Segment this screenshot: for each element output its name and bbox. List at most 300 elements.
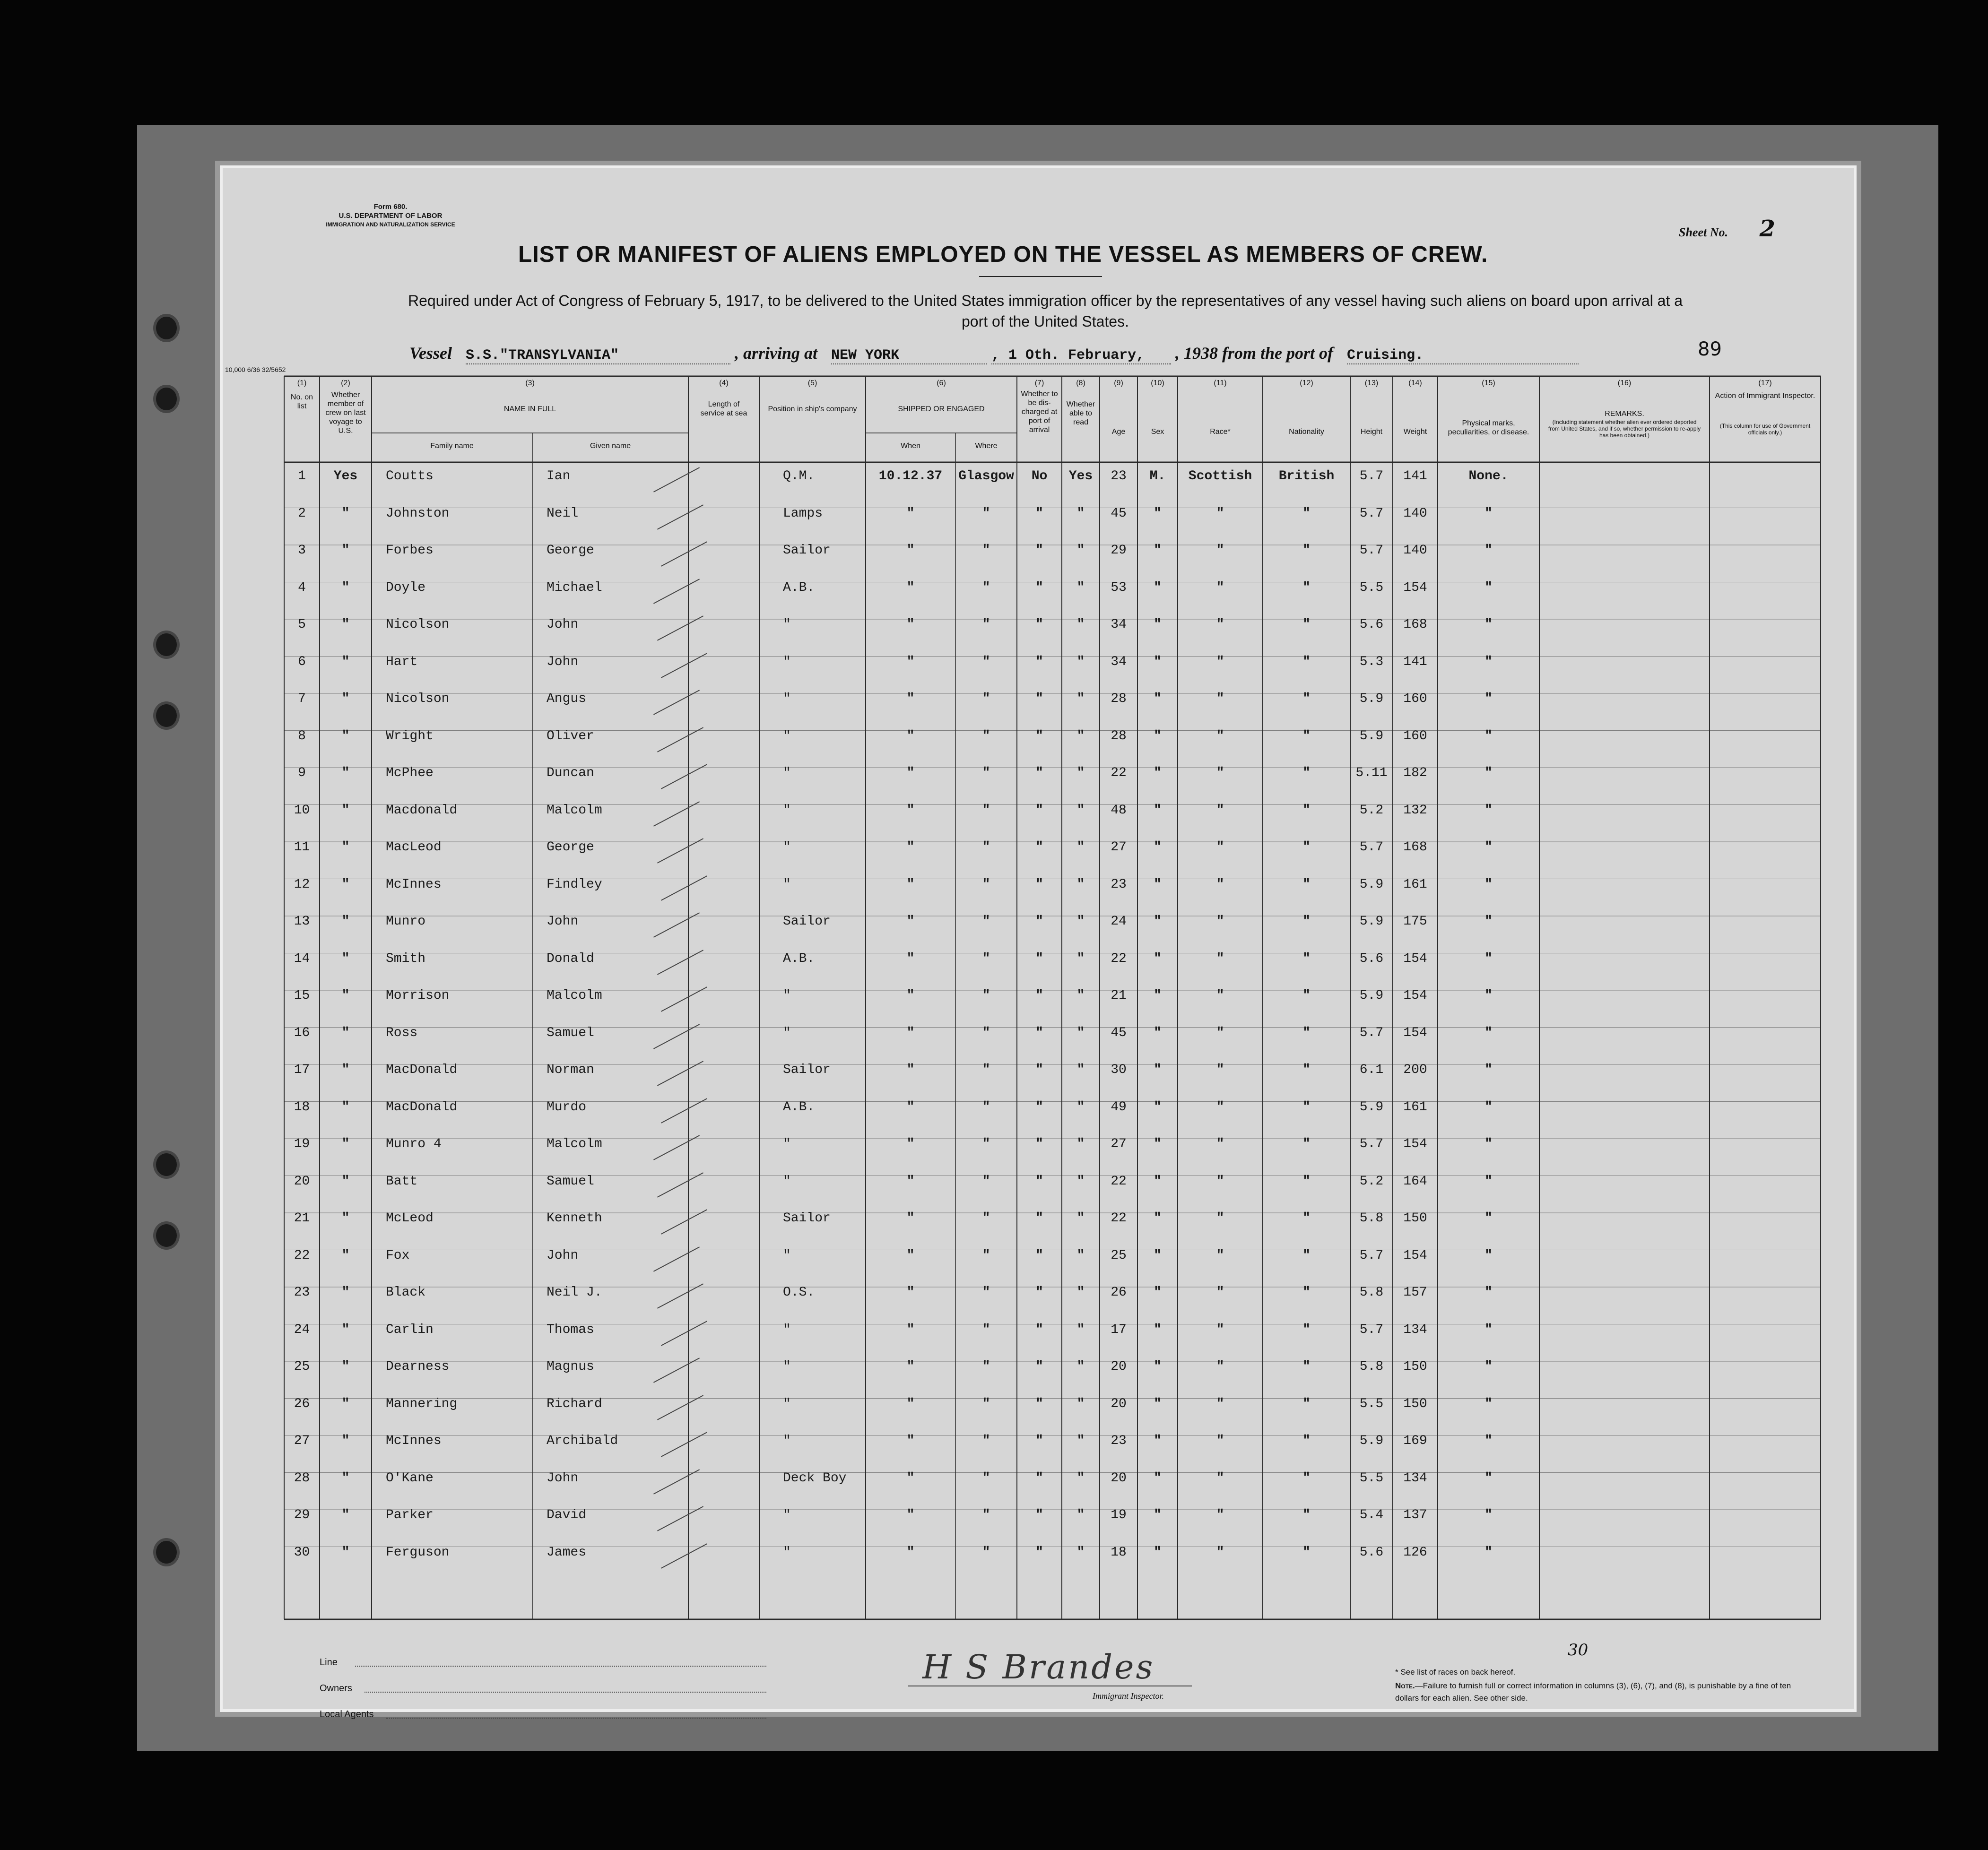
cell-no: 30 — [294, 1545, 310, 1560]
cell-read: " — [1076, 914, 1085, 929]
cell-nationality: " — [1302, 1211, 1311, 1226]
cell-family: Ferguson — [386, 1545, 450, 1560]
cell-sex: " — [1154, 1025, 1162, 1040]
cell-where: " — [982, 580, 990, 595]
cell-family: Munro 4 — [386, 1137, 442, 1151]
cell-when: " — [906, 654, 915, 669]
cell-physical: " — [1484, 1099, 1493, 1115]
cell-physical: " — [1484, 1211, 1493, 1226]
cell-age: 23 — [1111, 469, 1127, 484]
cell-discharged: " — [1035, 580, 1043, 595]
cell-given: George — [547, 840, 594, 855]
cell-weight: 154 — [1403, 1025, 1427, 1040]
cell-no: 6 — [298, 654, 306, 669]
cell-when: " — [906, 1359, 915, 1374]
cell-where: " — [982, 1099, 990, 1115]
cell-given: Malcolm — [547, 803, 602, 818]
cell-discharged: " — [1035, 1248, 1043, 1263]
cell-sex: " — [1154, 617, 1162, 632]
cell-family: Fox — [386, 1248, 410, 1263]
manifest-sheet — [220, 165, 1857, 1720]
cell-family: Johnston — [386, 506, 450, 521]
cell-family: Parker — [386, 1508, 434, 1522]
cell-nationality: " — [1302, 1099, 1311, 1115]
cell-family: McPhee — [386, 766, 434, 780]
cell-when: " — [906, 728, 915, 743]
cell-discharged: " — [1035, 1359, 1043, 1374]
cell-member: " — [341, 1174, 350, 1189]
cell-when: " — [906, 877, 915, 892]
cell-where: " — [982, 1508, 990, 1522]
cell-discharged: " — [1035, 1396, 1043, 1411]
cell-nationality: " — [1302, 840, 1311, 855]
header-position: Position in ship's company — [768, 405, 857, 413]
cell-family: Black — [386, 1285, 426, 1300]
cell-family: Carlin — [386, 1322, 434, 1337]
cell-weight: 141 — [1403, 654, 1427, 669]
arrival-port: NEW YORK — [831, 347, 987, 364]
cell-read: " — [1076, 1285, 1085, 1300]
note-text: —Failure to furnish full or correct information in columns (3), (6), (7), and (8), is punishable by a fine of ten dollars for each alien. See other side. — [1395, 1681, 1791, 1703]
cell-member: " — [341, 728, 350, 743]
cell-weight: 154 — [1403, 580, 1427, 595]
cell-position: " — [783, 1508, 791, 1522]
cell-position: " — [783, 1322, 791, 1337]
note-label: Note. — [1395, 1681, 1415, 1690]
race-note: * See list of races on back hereof. — [1395, 1668, 1516, 1677]
cell-read: " — [1076, 1434, 1085, 1448]
cell-race: " — [1216, 1508, 1224, 1522]
cell-age: 45 — [1111, 1025, 1127, 1040]
cell-member: " — [341, 1434, 350, 1448]
cell-given: Donald — [547, 951, 594, 966]
cell-age: 17 — [1111, 1322, 1127, 1337]
cell-when: " — [906, 1174, 915, 1189]
cell-sex: " — [1154, 877, 1162, 892]
sheet-number: 2 — [1759, 216, 1775, 242]
header-remarks-note: (Including statement whether alien ever ordered deported from United States, and if so, whether permission to re-apply has been obtained.) — [1548, 419, 1701, 439]
cell-height: 5.7 — [1359, 840, 1384, 855]
cell-position: " — [783, 1359, 791, 1374]
cell-height: 5.7 — [1359, 1248, 1384, 1263]
cell-position: " — [783, 877, 791, 892]
cell-no: 21 — [294, 1211, 310, 1226]
cell-read: " — [1076, 543, 1085, 558]
cell-discharged: " — [1035, 1174, 1043, 1189]
column-number: (17) — [1758, 379, 1772, 387]
column-number: (12) — [1300, 379, 1313, 387]
cell-given: Samuel — [547, 1174, 594, 1189]
cell-physical: " — [1484, 580, 1493, 595]
cell-race: " — [1216, 1063, 1224, 1077]
cell-read: " — [1076, 1322, 1085, 1337]
cell-family: Ross — [386, 1025, 418, 1040]
cell-race: " — [1216, 1099, 1224, 1115]
cell-height: 5.7 — [1359, 469, 1384, 484]
cell-race: " — [1216, 803, 1224, 818]
cell-given: Malcolm — [547, 988, 602, 1003]
cell-weight: 161 — [1403, 877, 1427, 892]
cell-given: Findley — [547, 877, 602, 892]
cell-when: " — [906, 803, 915, 818]
cell-where: " — [982, 1322, 990, 1337]
cell-height: 5.8 — [1359, 1285, 1384, 1300]
cell-nationality: British — [1278, 469, 1335, 484]
cell-read: " — [1076, 1545, 1085, 1560]
cell-race: " — [1216, 914, 1224, 929]
cell-member: " — [341, 877, 350, 892]
cell-weight: 154 — [1403, 1248, 1427, 1263]
cell-read: " — [1076, 840, 1085, 855]
cell-physical: " — [1484, 840, 1493, 855]
cell-read: " — [1076, 1359, 1085, 1374]
cell-member: " — [341, 1248, 350, 1263]
cell-member: " — [341, 988, 350, 1003]
cell-position: O.S. — [783, 1285, 815, 1300]
cell-no: 14 — [294, 951, 310, 966]
cell-position: " — [783, 1434, 791, 1448]
cell-height: 5.9 — [1359, 914, 1384, 929]
inspector-label: Immigrant Inspector. — [1093, 1691, 1164, 1701]
cell-position: " — [783, 617, 791, 632]
cell-member: " — [341, 617, 350, 632]
folder-hole — [156, 1541, 177, 1564]
cell-when: " — [906, 1508, 915, 1522]
cell-where: " — [982, 1211, 990, 1226]
vessel-label: Vessel — [409, 344, 452, 363]
cell-no: 19 — [294, 1137, 310, 1151]
cell-sex: " — [1154, 692, 1162, 706]
cell-weight: 140 — [1403, 543, 1427, 558]
cell-physical: " — [1484, 1470, 1493, 1486]
cell-age: 49 — [1111, 1099, 1127, 1115]
cell-where: " — [982, 1285, 990, 1300]
cell-discharged: " — [1035, 1470, 1043, 1486]
cell-physical: " — [1484, 692, 1493, 706]
cell-given: Angus — [547, 692, 587, 706]
cell-read: " — [1076, 877, 1085, 892]
cell-given: Murdo — [547, 1099, 587, 1115]
cell-where: " — [982, 1248, 990, 1263]
cell-sex: " — [1154, 1285, 1162, 1300]
cell-height: 5.8 — [1359, 1359, 1384, 1374]
cell-age: 22 — [1111, 1211, 1127, 1226]
header-height: Height — [1360, 428, 1383, 436]
cell-given: James — [547, 1545, 587, 1560]
department-name: U.S. DEPARTMENT OF LABOR — [339, 212, 443, 220]
cell-sex: " — [1154, 1174, 1162, 1189]
cell-physical: " — [1484, 1434, 1493, 1448]
cell-position: Sailor — [783, 1063, 831, 1077]
column-number: (3) — [525, 379, 535, 387]
cell-no: 26 — [294, 1396, 310, 1411]
cell-when: " — [906, 692, 915, 706]
cell-height: 5.7 — [1359, 1322, 1384, 1337]
cell-family: Nicolson — [386, 692, 450, 706]
cell-position: " — [783, 840, 791, 855]
cell-height: 6.1 — [1359, 1063, 1384, 1077]
cell-height: 5.9 — [1359, 1099, 1384, 1115]
cell-weight: 175 — [1403, 914, 1427, 929]
header-action: Action of Immigrant Inspector. — [1715, 392, 1815, 400]
cell-nationality: " — [1302, 1434, 1311, 1448]
document-subtitle: Required under Act of Congress of February 5, 1917, to be delivered to the United States immigration officer by the representatives of any vessel having such aliens on board upon arrival at a port of the United States. — [408, 292, 1683, 330]
cell-weight: 141 — [1403, 469, 1427, 484]
cell-race: " — [1216, 1211, 1224, 1226]
cell-weight: 150 — [1403, 1211, 1427, 1226]
inspector-signature: H S Brandes — [922, 1648, 1155, 1686]
column-number: (11) — [1214, 379, 1227, 387]
header-physical: Physical marks, peculiarities, or disease. — [1448, 419, 1529, 436]
cell-position: Sailor — [783, 914, 831, 929]
header-when: When — [901, 442, 920, 450]
cell-no: 9 — [298, 766, 306, 780]
cell-height: 5.9 — [1359, 988, 1384, 1003]
cell-no: 8 — [298, 728, 306, 743]
cell-given: Michael — [547, 580, 602, 595]
column-number: (7) — [1034, 379, 1044, 387]
cell-given: Malcolm — [547, 1137, 602, 1151]
cell-no: 4 — [298, 580, 306, 595]
column-number: (10) — [1151, 379, 1164, 387]
cell-no: 29 — [294, 1508, 310, 1522]
cell-family: Macdonald — [386, 803, 458, 818]
cell-read: " — [1076, 728, 1085, 743]
column-number: (15) — [1482, 379, 1495, 387]
cell-race: " — [1216, 580, 1224, 595]
cell-when: " — [906, 840, 915, 855]
cell-discharged: No — [1031, 469, 1048, 484]
cell-no: 12 — [294, 877, 310, 892]
cell-weight: 168 — [1403, 840, 1427, 855]
arrival-year: , 1938 — [1175, 344, 1218, 363]
cell-when: " — [906, 1285, 915, 1300]
cell-where: " — [982, 692, 990, 706]
cell-age: 26 — [1111, 1285, 1127, 1300]
header-sex: Sex — [1151, 428, 1164, 436]
cell-weight: 169 — [1403, 1434, 1427, 1448]
cell-nationality: " — [1302, 1470, 1311, 1486]
cell-sex: " — [1154, 1137, 1162, 1151]
cell-height: 5.7 — [1359, 1137, 1384, 1151]
cell-discharged: " — [1035, 1545, 1043, 1560]
cell-age: 19 — [1111, 1508, 1127, 1522]
column-number: (14) — [1408, 379, 1422, 387]
cell-physical: " — [1484, 1174, 1493, 1189]
cell-no: 24 — [294, 1322, 310, 1337]
cell-race: " — [1216, 1396, 1224, 1411]
cell-sex: " — [1154, 951, 1162, 966]
cell-when: " — [906, 1545, 915, 1560]
cell-member: " — [341, 1396, 350, 1411]
cell-discharged: " — [1035, 1025, 1043, 1040]
folder-hole — [156, 388, 177, 410]
cell-where: " — [982, 728, 990, 743]
cell-age: 30 — [1111, 1063, 1127, 1077]
cell-age: 24 — [1111, 914, 1127, 929]
cell-no: 1 — [298, 469, 306, 484]
cell-position: " — [783, 1025, 791, 1040]
header-weight: Weight — [1403, 428, 1427, 436]
cell-physical: " — [1484, 988, 1493, 1003]
cell-age: 22 — [1111, 766, 1127, 780]
cell-read: " — [1076, 1137, 1085, 1151]
cell-read: " — [1076, 1508, 1085, 1522]
cell-height: 5.5 — [1359, 580, 1384, 595]
header-name-in-full: NAME IN FULL — [504, 405, 556, 413]
cell-age: 28 — [1111, 728, 1127, 743]
cell-race: Scottish — [1188, 469, 1252, 484]
cell-no: 28 — [294, 1470, 310, 1486]
cell-member: " — [341, 840, 350, 855]
cell-race: " — [1216, 988, 1224, 1003]
cell-no: 15 — [294, 988, 310, 1003]
cell-read: " — [1076, 1396, 1085, 1411]
cell-read: " — [1076, 1174, 1085, 1189]
cell-discharged: " — [1035, 914, 1043, 929]
cell-member: " — [341, 1063, 350, 1077]
cell-weight: 150 — [1403, 1396, 1427, 1411]
cell-weight: 200 — [1403, 1063, 1427, 1077]
cell-member: " — [341, 1508, 350, 1522]
cell-when: " — [906, 617, 915, 632]
cell-no: 22 — [294, 1248, 310, 1263]
cell-no: 25 — [294, 1359, 310, 1374]
cell-age: 22 — [1111, 1174, 1127, 1189]
cell-member: " — [341, 951, 350, 966]
cell-nationality: " — [1302, 1063, 1311, 1077]
cell-given: Duncan — [547, 766, 594, 780]
cell-where: " — [982, 1137, 990, 1151]
cell-where: " — [982, 1174, 990, 1189]
owners-field — [365, 1692, 766, 1693]
column-number: (16) — [1617, 379, 1632, 387]
cell-given: Neil J. — [547, 1285, 602, 1300]
cell-physical: " — [1484, 951, 1493, 966]
cell-discharged: " — [1035, 988, 1043, 1003]
cell-nationality: " — [1302, 1545, 1311, 1560]
cell-read: " — [1076, 1470, 1085, 1486]
cell-discharged: " — [1035, 1508, 1043, 1522]
cell-discharged: " — [1035, 1434, 1043, 1448]
cell-position: " — [783, 1248, 791, 1263]
cell-discharged: " — [1035, 1211, 1043, 1226]
cell-physical: " — [1484, 803, 1493, 818]
form-number: Form 680. — [373, 203, 408, 211]
cell-physical: " — [1484, 617, 1493, 632]
header-remarks: REMARKS. — [1605, 410, 1644, 418]
cell-member: " — [341, 914, 350, 929]
cell-read: " — [1076, 803, 1085, 818]
cell-height: 5.9 — [1359, 728, 1384, 743]
cell-race: " — [1216, 654, 1224, 669]
cell-race: " — [1216, 1470, 1224, 1486]
header-given-name: Given name — [590, 442, 631, 450]
cell-height: 5.4 — [1359, 1508, 1384, 1522]
cell-given: John — [547, 1248, 579, 1263]
from-port-label: from the port of — [1222, 344, 1334, 363]
cell-nationality: " — [1302, 766, 1311, 780]
cell-read: " — [1076, 654, 1085, 669]
document-title: LIST OR MANIFEST OF ALIENS EMPLOYED ON THE VESSEL AS MEMBERS OF CREW. — [518, 242, 1488, 267]
cell-age: 18 — [1111, 1545, 1127, 1560]
cell-family: Dearness — [386, 1359, 450, 1374]
cell-member: " — [341, 580, 350, 595]
cell-weight: 134 — [1403, 1470, 1427, 1486]
cell-read: " — [1076, 692, 1085, 706]
cell-age: 34 — [1111, 617, 1127, 632]
page-number: 89 — [1698, 338, 1722, 360]
folder-hole — [156, 1224, 177, 1247]
cell-height: 5.9 — [1359, 692, 1384, 706]
cell-discharged: " — [1035, 506, 1043, 521]
cell-height: 5.6 — [1359, 617, 1384, 632]
cell-when: " — [906, 1211, 915, 1226]
cell-given: David — [547, 1508, 587, 1522]
cell-physical: " — [1484, 543, 1493, 558]
from-port: Cruising. — [1347, 347, 1579, 364]
cell-where: " — [982, 1470, 990, 1486]
cell-discharged: " — [1035, 728, 1043, 743]
cell-family: Mannering — [386, 1396, 458, 1411]
cell-read: " — [1076, 580, 1085, 595]
cell-position: " — [783, 1545, 791, 1560]
cell-family: Doyle — [386, 580, 426, 595]
cell-age: 20 — [1111, 1396, 1127, 1411]
cell-member: " — [341, 1470, 350, 1486]
cell-given: George — [547, 543, 594, 558]
column-number: (5) — [807, 379, 817, 387]
cell-when: " — [906, 1396, 915, 1411]
cell-physical: " — [1484, 654, 1493, 669]
cell-race: " — [1216, 766, 1224, 780]
column-number: (6) — [937, 379, 946, 387]
cell-discharged: " — [1035, 1063, 1043, 1077]
cell-height: 5.3 — [1359, 654, 1384, 669]
cell-weight: 154 — [1403, 1137, 1427, 1151]
cell-nationality: " — [1302, 1248, 1311, 1263]
cell-family: McLeod — [386, 1211, 434, 1226]
cell-race: " — [1216, 1359, 1224, 1374]
cell-race: " — [1216, 543, 1224, 558]
cell-position: Lamps — [783, 506, 823, 521]
cell-given: Magnus — [547, 1359, 594, 1374]
cell-when: " — [906, 1025, 915, 1040]
cell-no: 7 — [298, 692, 306, 706]
cell-where: " — [982, 1396, 990, 1411]
cell-no: 3 — [298, 543, 306, 558]
cell-discharged: " — [1035, 1099, 1043, 1115]
cell-member: " — [341, 766, 350, 780]
cell-sex: " — [1154, 803, 1162, 818]
cell-age: 28 — [1111, 692, 1127, 706]
cell-read: " — [1076, 988, 1085, 1003]
cell-member: " — [341, 1359, 350, 1374]
cell-weight: 160 — [1403, 728, 1427, 743]
cell-nationality: " — [1302, 914, 1311, 929]
cell-nationality: " — [1302, 1137, 1311, 1151]
local-agents-label: Local Agents — [320, 1709, 374, 1720]
cell-member: " — [341, 1285, 350, 1300]
cell-position: Sailor — [783, 543, 831, 558]
cell-where: " — [982, 1359, 990, 1374]
cell-nationality: " — [1302, 877, 1311, 892]
cell-family: MacLeod — [386, 840, 442, 855]
cell-read: " — [1076, 766, 1085, 780]
cell-discharged: " — [1035, 877, 1043, 892]
cell-weight: 140 — [1403, 506, 1427, 521]
cell-when: " — [906, 1470, 915, 1486]
